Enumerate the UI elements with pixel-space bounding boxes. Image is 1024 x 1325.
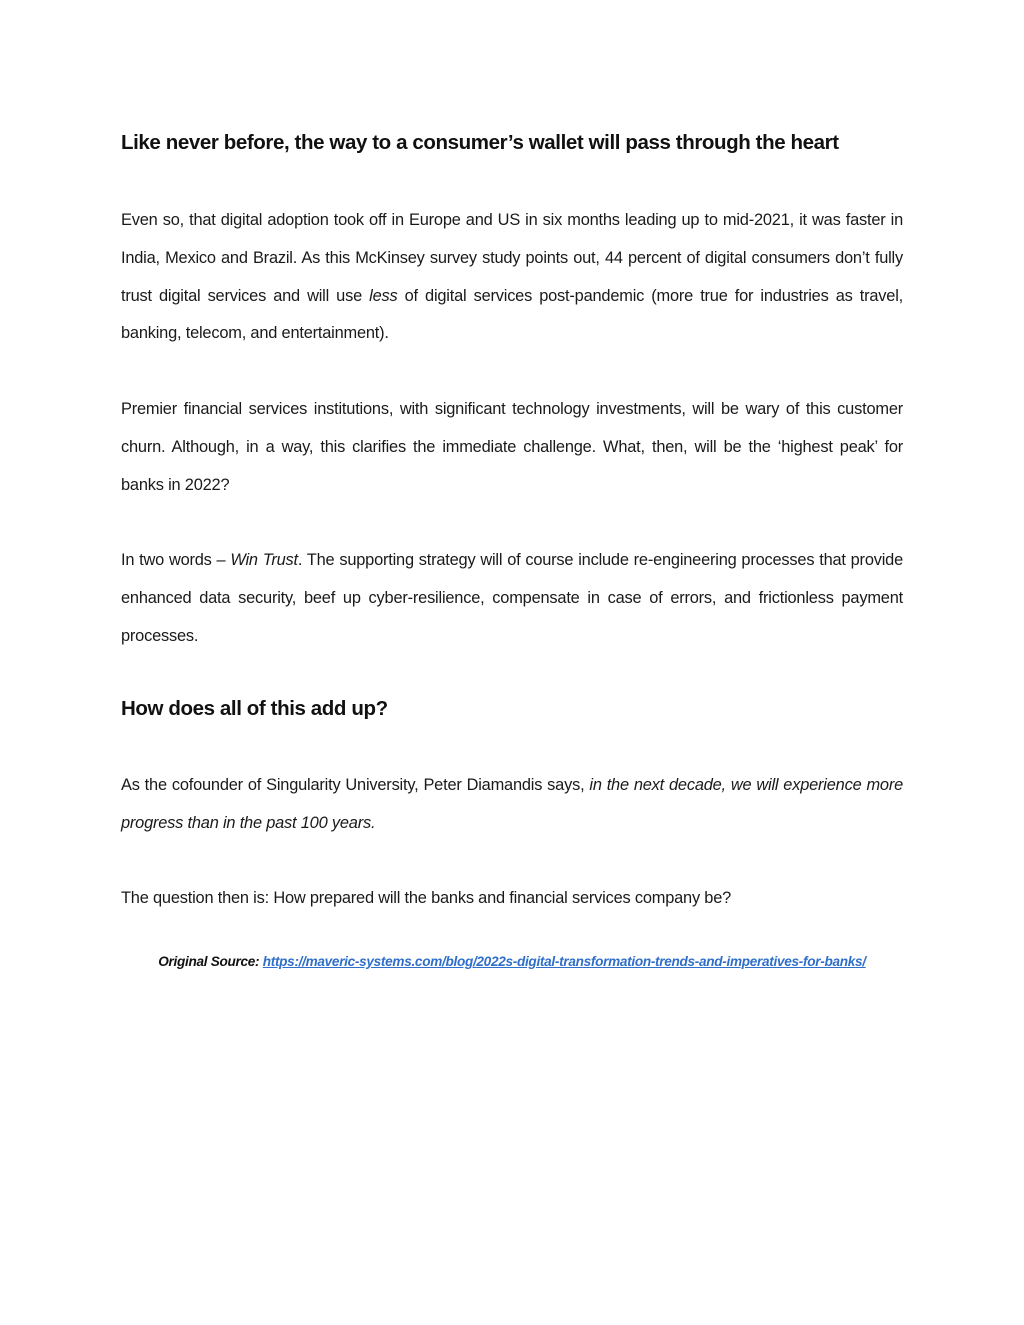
emphasis-text: less [369,286,398,305]
emphasis-text: Win Trust [230,551,298,569]
quote-text: in the next decade, we will experience more progress than in the past 100 years. [121,776,903,832]
paragraph-customer-churn: Premier financial services institutions, with significant technology investments, will be wary of this customer churn. Although, in a way, this clarifies the immediate challenge. What, then, will be the ‘highest peak’ for banks in 2022? [121,400,903,494]
paragraph-text: of digital services post-pandemic (more true for industries as travel, banking, telecom, and entertainment). [121,286,903,343]
section-heading-add-up: How does all of this add up? [121,697,388,720]
paragraph-text: As the cofounder of Singularity University, Peter Diamandis says, [121,776,590,794]
original-source [121,951,903,973]
paragraph-question: The question then is: How prepared will the banks and financial services company be? [121,889,732,907]
paragraph-text: In two words – [121,551,231,569]
source-link[interactable]: https://maveric-systems.com/blog/2022s-digital-transformation-trends-and-imperatives-for-banks/ [262,954,866,969]
paragraph-win-trust [121,542,903,655]
paragraph-diamandis-quote [121,767,903,843]
section-heading-wallet: Like never before, the way to a consumer’s wallet will pass through the heart [121,131,839,154]
paragraph-digital-adoption [121,202,903,353]
paragraph-text: Even so, that digital adoption took off in Europe and US in six months leading up to mid-2021, it was faster in India, Mexico and Brazil. As this McKinsey survey study points out, 44 percent of digital consumers don’t fully trust digital services and will use [121,211,903,305]
source-label: Original Source: [158,954,260,969]
paragraph-text: . The supporting strategy will of course include re-engineering processes that provide enhanced data security, beef up cyber-resilience, compensate in case of errors, and frictionless payment processes. [121,551,903,645]
